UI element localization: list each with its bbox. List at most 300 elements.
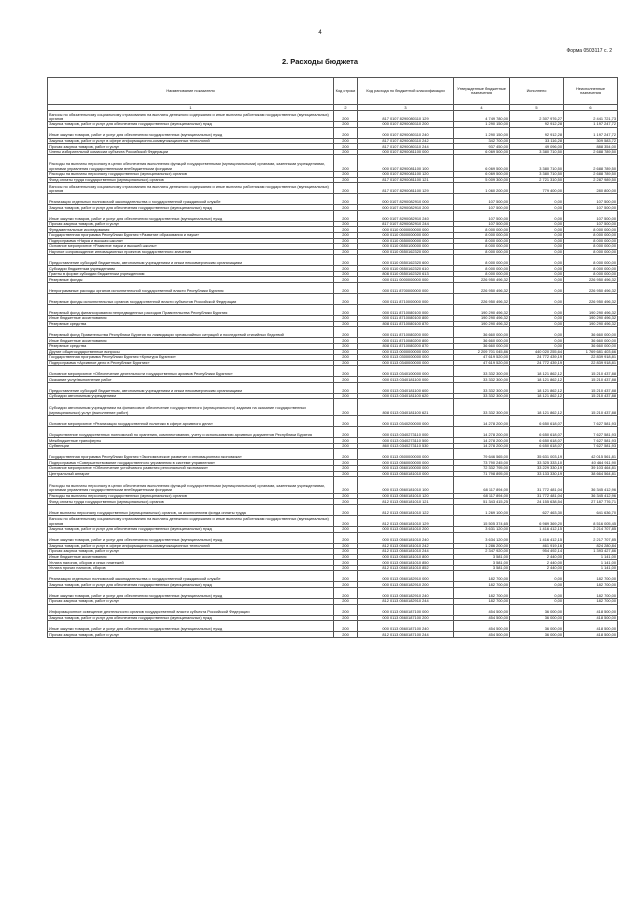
row-approved: 8 000 000,00 [454, 233, 510, 239]
row-budget-code: 812 0113 0560181010 852 [358, 565, 454, 571]
column-index: 6 [564, 105, 618, 111]
table-body [48, 111, 618, 638]
row-budget-code: 860 0113 0340273110 530 [358, 443, 454, 449]
table-row [48, 155, 618, 172]
row-line-code: 200 [334, 399, 358, 416]
row-approved: 8 000 000,00 [454, 255, 510, 266]
row-unexecuted: 8 000 000,00 [564, 249, 618, 255]
expenses-table [47, 77, 618, 638]
row-unexecuted: 182 700,00 [564, 599, 618, 605]
row-name: Взносы по обязательному социальному страхованию на выплаты денежного содержания и иные выплаты работникам государственных (муниципальных) органов [48, 111, 334, 122]
row-executed: 33 325 333,10 [510, 460, 564, 466]
row-budget-code: 000 0113 0340273110 500 [358, 438, 454, 444]
row-approved: 1 290 150,00 [454, 122, 510, 128]
row-budget-code: 000 0107 8290082910 200 [358, 205, 454, 211]
row-budget-code: 000 0113 0560181010 200 [358, 527, 454, 533]
row-budget-code: 000 0113 0340273110 000 [358, 427, 454, 438]
row-name: Межбюджетные трансферты [48, 438, 334, 444]
row-executed: 0,00 [510, 343, 564, 349]
row-line-code: 200 [334, 382, 358, 393]
row-executed: 0,00 [510, 294, 564, 305]
row-approved: 47 619 520,00 [454, 360, 510, 366]
row-line-code: 200 [334, 321, 358, 327]
row-name: Основное мероприятие «Реализация государственной политики в сфере архивного дела» [48, 416, 334, 427]
row-budget-code: 812 0113 0560181010 122 [358, 504, 454, 515]
header-line-code: Код строки [334, 78, 358, 105]
row-name: Предоставление субсидий бюджетным, автономным учреждениям и иным некоммерческим организациям [48, 255, 334, 266]
row-name: Информационное освещение деятельности органов государственной власти субъекта Российской Федерации [48, 604, 334, 615]
row-approved: 33 332 300,00 [454, 399, 510, 416]
row-name: Субсидии автономным учреждениям на финансовое обеспечение государственного (муниципального) задания на оказание государственных (муниципальных) услуг (выполнение работ) [48, 399, 334, 416]
row-approved: 36 660 000,00 [454, 343, 510, 349]
row-executed: 31 772 481,04 [510, 493, 564, 499]
row-budget-code: 817 0107 8290080110 129 [358, 111, 454, 122]
row-line-code: 200 [334, 294, 358, 305]
row-name: Государственная программа Республики Бурятия «Культура Бурятии» [48, 355, 334, 361]
row-name: Центральный аппарат [48, 471, 334, 477]
table-row [48, 532, 618, 543]
row-executed: 18 121 862,12 [510, 382, 564, 393]
row-line-code: 200 [334, 554, 358, 560]
row-unexecuted: 7 627 581,93 [564, 416, 618, 427]
row-unexecuted: 8 000 000,00 [564, 266, 618, 272]
row-approved: 454 500,00 [454, 621, 510, 632]
row-line-code: 200 [334, 377, 358, 383]
row-budget-code: 000 0113 0560182910 000 [358, 571, 454, 582]
row-line-code: 200 [334, 360, 358, 366]
row-budget-code: 000 0107 8290082910 000 [358, 194, 454, 205]
row-executed: 0,00 [510, 599, 564, 605]
row-approved: 937 450,00 [454, 144, 510, 150]
row-budget-code: 000 0113 0300000000 000 [358, 355, 454, 361]
row-name: Расходы на выплаты персоналу в целях обеспечения выполнения функций государственными (муниципальными) органами, казенными учреждениями, органами управления государственными внебюджетными фондами [48, 155, 334, 172]
row-executed: 18 121 862,12 [510, 366, 564, 377]
row-line-code: 200 [334, 238, 358, 244]
row-name: Иные бюджетные ассигнования [48, 338, 334, 344]
row-executed: 3 380 710,50 [510, 155, 564, 172]
row-line-code: 200 [334, 305, 358, 316]
row-name: Закупка товаров, работ и услуг для обеспечения государственных (муниципальных) нужд [48, 615, 334, 621]
row-approved: 226 950 496,32 [454, 282, 510, 293]
row-approved: 2 347 920,00 [454, 549, 510, 555]
row-approved: 2 209 701 045,86 [454, 349, 510, 355]
table-row [48, 632, 618, 638]
row-line-code: 200 [334, 427, 358, 438]
row-executed: 36 000,00 [510, 615, 564, 621]
row-name: Прочая закупка товаров, работ и услуг [48, 599, 334, 605]
row-line-code: 200 [334, 532, 358, 543]
row-budget-code: 000 0113 0340100000 000 [358, 366, 454, 377]
row-budget-code: 000 0113 0340200000 000 [358, 416, 454, 427]
row-executed: 6 989 369,20 [510, 515, 564, 526]
row-unexecuted: 8 000 000,00 [564, 238, 618, 244]
row-unexecuted: 1 141,00 [564, 554, 618, 560]
row-executed: 18 121 862,12 [510, 393, 564, 399]
row-budget-code: 812 0113 0560181010 244 [358, 549, 454, 555]
header-approved: Утвержденные бюджетные назначения [454, 78, 510, 105]
table-row [48, 111, 618, 122]
row-executed: 461 919,16 [510, 543, 564, 549]
row-line-code: 200 [334, 499, 358, 505]
row-name: Субсидии автономным учреждениям [48, 393, 334, 399]
row-executed: 36 000,00 [510, 621, 564, 632]
row-name: Расходы на выплаты персоналу в целях обеспечения выполнения функций государственными (муниципальными) органами, казенными учреждениями, органами управления государственными внебюджетными фондами [48, 477, 334, 494]
row-approved: 3 581,00 [454, 554, 510, 560]
row-budget-code: 812 0113 0560182910 244 [358, 599, 454, 605]
row-budget-code: 000 0110 0550162320 610 [358, 266, 454, 272]
row-unexecuted: 7 627 581,93 [564, 427, 618, 438]
row-executed: 0,00 [510, 227, 564, 233]
row-approved: 8 000 000,00 [454, 227, 510, 233]
row-executed: 3 380 710,50 [510, 172, 564, 178]
row-line-code: 200 [334, 282, 358, 293]
row-budget-code: 812 0113 0560181010 121 [358, 499, 454, 505]
row-name: Подпрограмма «Наука и высшая школа» [48, 238, 334, 244]
row-unexecuted: 15 210 437,88 [564, 393, 618, 399]
row-approved: 68 117 894,00 [454, 477, 510, 494]
row-name: Подпрограмма «Совершенствование государственного управления в системе управления» [48, 460, 334, 466]
row-approved: 3 631 120,00 [454, 527, 510, 533]
row-unexecuted: 22 839 918,81 [564, 360, 618, 366]
row-line-code: 200 [334, 122, 358, 128]
row-budget-code: 000 0111 8710080200 800 [358, 338, 454, 344]
row-name: Уплата прочих налогов, сборов [48, 565, 334, 571]
row-budget-code: 000 0111 0000000000 000 [358, 277, 454, 283]
row-budget-code: 000 0110 0550162320 600 [358, 255, 454, 266]
row-approved: 107 500,00 [454, 210, 510, 221]
row-approved: 454 500,00 [454, 615, 510, 621]
row-unexecuted: 42 015 561,81 [564, 449, 618, 460]
row-executed: 0,00 [510, 233, 564, 239]
row-executed: 31 772 481,04 [510, 477, 564, 494]
row-line-code: 200 [334, 632, 358, 638]
table-row [48, 366, 618, 377]
row-name: Иные бюджетные ассигнования [48, 316, 334, 322]
row-budget-code: 817 0107 8290080110 244 [358, 144, 454, 150]
row-executed: 33 116,28 [510, 138, 564, 144]
row-approved: 1 286 200,00 [454, 543, 510, 549]
row-executed: 49 096,00 [510, 144, 564, 150]
row-unexecuted: 1 197 247,72 [564, 122, 618, 128]
row-approved: 51 343 415,25 [454, 499, 510, 505]
row-budget-code: 000 0113 0560100000 000 [358, 466, 454, 472]
column-index: 1 [48, 105, 334, 111]
row-approved: 1 290 150,00 [454, 127, 510, 138]
row-line-code: 200 [334, 127, 358, 138]
row-approved: 33 332 300,00 [454, 377, 510, 383]
row-budget-code: 000 0113 0560182910 200 [358, 582, 454, 588]
row-unexecuted: 8 000 000,00 [564, 271, 618, 277]
page-title: 2. Расходы бюджета [281, 57, 359, 66]
row-unexecuted: 2 688 789,50 [564, 172, 618, 178]
row-line-code: 200 [334, 233, 358, 239]
row-executed: 0,00 [510, 588, 564, 599]
row-executed: 6 650 618,07 [510, 416, 564, 427]
row-approved: 8 000 000,00 [454, 249, 510, 255]
row-executed: 0,00 [510, 249, 564, 255]
row-unexecuted: 1 769 681 403,66 [564, 349, 618, 355]
row-name: Фонд оплаты труда государственных (муниципальных) органов [48, 499, 334, 505]
row-name: Уплата налогов, сборов и иных платежей [48, 560, 334, 566]
row-executed: 35 631 003,19 [510, 449, 564, 460]
row-approved: 8 000 000,00 [454, 271, 510, 277]
row-line-code: 200 [334, 466, 358, 472]
row-unexecuted: 107 500,00 [564, 205, 618, 211]
row-executed: 440 020 255,64 [510, 349, 564, 355]
row-name: Прочая закупка товаров, работ и услуг [48, 144, 334, 150]
row-budget-code: 817 0107 8290080110 242 [358, 138, 454, 144]
row-executed: 954 492,14 [510, 549, 564, 555]
row-name: Расходы на выплаты персоналу государственных (муниципальных) органов [48, 172, 334, 178]
row-approved: 36 660 000,00 [454, 327, 510, 338]
row-budget-code: 812 0113 0560181010 129 [358, 515, 454, 526]
row-line-code: 200 [334, 249, 358, 255]
row-line-code: 200 [334, 155, 358, 172]
row-approved: 8 000 000,00 [454, 238, 510, 244]
row-budget-code: 000 0113 0560187100 240 [358, 621, 454, 632]
row-line-code: 200 [334, 504, 358, 515]
row-line-code: 200 [334, 449, 358, 460]
row-name: Государственная программа Республики Бурятия «Развитие образования и науки» [48, 233, 334, 239]
row-approved: 182 700,00 [454, 582, 510, 588]
row-line-code: 200 [334, 460, 358, 466]
row-unexecuted: 8 000 000,00 [564, 255, 618, 266]
row-budget-code: 000 0113 0340181100 620 [358, 393, 454, 399]
table-row [48, 449, 618, 460]
row-approved: 6 069 500,00 [454, 149, 510, 155]
row-approved: 33 332 300,00 [454, 382, 510, 393]
row-name: Непрограммные расходы органов исполнительной государственной власти Республики Бурятия [48, 282, 334, 293]
row-unexecuted: 1 141,00 [564, 560, 618, 566]
row-name: Резервные средства [48, 321, 334, 327]
row-budget-code: 808 0111 8710080100 870 [358, 321, 454, 327]
row-budget-code: 000 0107 8290082910 240 [358, 210, 454, 221]
row-executed: 0,00 [510, 244, 564, 250]
row-line-code: 200 [334, 355, 358, 361]
row-budget-code: 000 0110 0000000000 000 [358, 227, 454, 233]
row-approved: 4 749 780,00 [454, 111, 510, 122]
row-budget-code: 000 0107 8290081100 000 [358, 149, 454, 155]
row-executed: 627 463,30 [510, 504, 564, 515]
row-name: Фонд оплаты труда государственных (муниципальных) органов [48, 177, 334, 183]
table-row [48, 305, 618, 316]
row-approved: 3 581,00 [454, 560, 510, 566]
table-row [48, 504, 618, 515]
row-line-code: 200 [334, 493, 358, 499]
row-executed: 0,00 [510, 238, 564, 244]
row-unexecuted: 418 500,00 [564, 621, 618, 632]
row-name: Резервные фонды [48, 277, 334, 283]
row-approved: 190 290 496,32 [454, 321, 510, 327]
row-line-code: 200 [334, 604, 358, 615]
column-index: 5 [510, 105, 564, 111]
header-unexecuted: Неисполненные назначения [564, 78, 618, 105]
row-unexecuted: 22 839 918,81 [564, 355, 618, 361]
row-unexecuted: 107 500,00 [564, 210, 618, 221]
row-budget-code: 812 0113 0560187100 244 [358, 632, 454, 638]
row-approved: 6 069 500,00 [454, 172, 510, 178]
row-unexecuted: 190 290 496,32 [564, 321, 618, 327]
row-line-code: 200 [334, 571, 358, 582]
table-row [48, 571, 618, 582]
header-executed: Исполнено [510, 78, 564, 105]
row-name: Государственная программа Республики Бурятия «Экономическое развитие и инновационная экономика» [48, 449, 334, 460]
row-unexecuted: 36 660 000,00 [564, 327, 618, 338]
row-name: Основное мероприятие «Обеспечение устойчивого развития региональной экономики» [48, 466, 334, 472]
row-unexecuted: 641 636,70 [564, 504, 618, 515]
row-executed: 2 307 976,27 [510, 111, 564, 122]
table-row [48, 183, 618, 194]
row-name: Прочая закупка товаров, работ и услуг [48, 632, 334, 638]
row-line-code: 200 [334, 438, 358, 444]
row-unexecuted: 2 688 789,50 [564, 149, 618, 155]
column-index: 3 [358, 105, 454, 111]
row-executed: 36 000,00 [510, 632, 564, 638]
row-name: Иные закупки товаров, работ и услуг для обеспечения государственных (муниципальных) нужд [48, 588, 334, 599]
row-budget-code: 000 0113 0560181010 240 [358, 532, 454, 543]
row-budget-code: 000 0113 0000000000 000 [358, 349, 454, 355]
row-executed: 0,00 [510, 221, 564, 227]
row-executed: 0,00 [510, 277, 564, 283]
row-name: Резервный фонд Правительства Республики Бурятия по ликвидации чрезвычайных ситуаций и последствий стихийных бедствий [48, 327, 334, 338]
row-approved: 79 646 565,00 [454, 449, 510, 460]
row-unexecuted: 226 950 496,32 [564, 294, 618, 305]
row-name: Закупка товаров, работ и услуг для обеспечения государственных (муниципальных) нужд [48, 205, 334, 211]
row-approved: 14 278 200,00 [454, 438, 510, 444]
table-row [48, 327, 618, 338]
row-executed: 0,00 [510, 327, 564, 338]
row-approved: 3 581,00 [454, 565, 510, 571]
row-executed: 3 380 710,50 [510, 149, 564, 155]
row-executed: 24 155 638,54 [510, 499, 564, 505]
row-name: Предоставление субсидий бюджетным, автономным учреждениям и иным некоммерческим организациям [48, 382, 334, 393]
row-line-code: 200 [334, 338, 358, 344]
row-approved: 3 634 120,00 [454, 532, 510, 543]
row-executed: 2 721 310,50 [510, 177, 564, 183]
row-unexecuted: 2 441 721,73 [564, 111, 618, 122]
row-unexecuted: 1 393 427,86 [564, 549, 618, 555]
header-indicator-name: Наименование показателя [48, 78, 334, 105]
row-unexecuted: 824 280,84 [564, 543, 618, 549]
row-unexecuted: 36 345 412,96 [564, 493, 618, 499]
row-unexecuted: 1 141,00 [564, 565, 618, 571]
row-unexecuted: 8 516 005,45 [564, 515, 618, 526]
row-unexecuted: 15 210 437,88 [564, 399, 618, 416]
row-budget-code: 000 0110 0500000000 000 [358, 233, 454, 239]
row-name: Закупка товаров, работ и услуг для обеспечения государственных (муниципальных) нужд [48, 582, 334, 588]
row-budget-code: 000 0113 0560181010 800 [358, 554, 454, 560]
row-unexecuted: 309 583,72 [564, 138, 618, 144]
row-name: Подпрограмма «Архивное дело в Республике Бурятия» [48, 360, 334, 366]
row-unexecuted: 190 290 496,32 [564, 316, 618, 322]
row-name: Закупка товаров, работ и услуг для обеспечения государственных (муниципальных) нужд [48, 527, 334, 533]
row-budget-code: 000 0113 0340181100 600 [358, 382, 454, 393]
row-unexecuted: 7 627 581,93 [564, 443, 618, 449]
row-unexecuted: 36 345 412,96 [564, 477, 618, 494]
table-row [48, 515, 618, 526]
row-unexecuted: 182 700,00 [564, 588, 618, 599]
row-executed: 24 772 439,19 [510, 355, 564, 361]
row-approved: 8 000 000,00 [454, 244, 510, 250]
row-approved: 15 505 374,65 [454, 515, 510, 526]
row-approved: 33 332 300,00 [454, 393, 510, 399]
row-line-code: 200 [334, 366, 358, 377]
row-executed: 0,00 [510, 571, 564, 582]
row-approved: 6 069 500,00 [454, 155, 510, 172]
row-approved: 454 500,00 [454, 604, 510, 615]
row-budget-code: 000 0113 0560187100 000 [358, 604, 454, 615]
row-executed: 0,00 [510, 321, 564, 327]
row-unexecuted: 1 197 247,72 [564, 127, 618, 138]
row-budget-code: 808 0113 0340181100 621 [358, 399, 454, 416]
row-budget-code: 000 0113 0500000000 000 [358, 449, 454, 460]
row-name: Резервный фонд финансирования непредвиденных расходов Правительства Республики Бурятия [48, 305, 334, 316]
column-index: 2 [334, 105, 358, 111]
row-unexecuted: 15 210 437,88 [564, 366, 618, 377]
row-name: Взносы по обязательному социальному страхованию на выплаты денежного содержания и иные выплаты работникам государственных (муниципальных) органов [48, 515, 334, 526]
row-name: Закупка товаров, работ и услуг для обеспечения государственных (муниципальных) нужд [48, 122, 334, 128]
table-row [48, 416, 618, 427]
row-unexecuted: 15 210 437,88 [564, 377, 618, 383]
table-row [48, 621, 618, 632]
row-line-code: 200 [334, 244, 358, 250]
row-unexecuted: 418 500,00 [564, 604, 618, 615]
row-executed: 0,00 [510, 338, 564, 344]
row-budget-code: 000 0113 0560182910 240 [358, 588, 454, 599]
row-line-code: 200 [334, 582, 358, 588]
row-line-code: 200 [334, 210, 358, 221]
row-unexecuted: 107 500,00 [564, 194, 618, 205]
row-line-code: 200 [334, 565, 358, 571]
row-unexecuted: 38 664 564,81 [564, 471, 618, 477]
row-approved: 14 278 200,00 [454, 427, 510, 438]
row-budget-code: 000 0113 0560181010 000 [358, 471, 454, 477]
row-name: Иные выплаты персоналу государственных (муниципальных) органов, за исключением фонда оплаты труда [48, 504, 334, 515]
row-approved: 226 950 496,32 [454, 294, 510, 305]
row-executed: 92 912,28 [510, 122, 564, 128]
row-budget-code: 000 0113 0560187100 200 [358, 615, 454, 621]
row-executed: 0,00 [510, 282, 564, 293]
row-approved: 72 332 795,00 [454, 466, 510, 472]
row-executed: 6 650 618,07 [510, 443, 564, 449]
row-name: Реализация отдельных полномочий законодательства о государственной гражданской службе [48, 194, 334, 205]
row-approved: 107 500,00 [454, 194, 510, 205]
row-executed: 0,00 [510, 271, 564, 277]
row-name: Основное мероприятие «Обеспечение деятельности государственных архивов Республики Бурятия» [48, 366, 334, 377]
table-row [48, 604, 618, 615]
row-budget-code: 000 0113 0340181100 000 [358, 377, 454, 383]
row-unexecuted: 182 700,00 [564, 582, 618, 588]
row-unexecuted: 280 800,00 [564, 183, 618, 194]
row-approved: 71 798 895,00 [454, 471, 510, 477]
row-name: Члены избирательной комиссии субъекта Российской Федерации [48, 149, 334, 155]
row-approved: 1 060 200,00 [454, 183, 510, 194]
row-executed: 779 400,00 [510, 183, 564, 194]
row-executed: 0,00 [510, 205, 564, 211]
row-name: Расходы на выплаты персоналу государственных (муниципальных) органов [48, 493, 334, 499]
row-approved: 1 269 100,00 [454, 504, 510, 515]
row-name: Другие общегосударственные вопросы [48, 349, 334, 355]
row-name: Закупка товаров, работ и услуг в сфере информационно-коммуникационных технологий [48, 543, 334, 549]
row-line-code: 200 [334, 343, 358, 349]
row-approved: 14 278 200,00 [454, 416, 510, 427]
row-budget-code: 817 0107 8290081100 129 [358, 183, 454, 194]
row-budget-code: 000 0113 0340000000 000 [358, 360, 454, 366]
row-unexecuted: 27 187 776,71 [564, 499, 618, 505]
row-line-code: 200 [334, 615, 358, 621]
row-budget-code: 000 0113 0560181010 850 [358, 560, 454, 566]
row-budget-code: 808 0110 0550162320 613 [358, 271, 454, 277]
